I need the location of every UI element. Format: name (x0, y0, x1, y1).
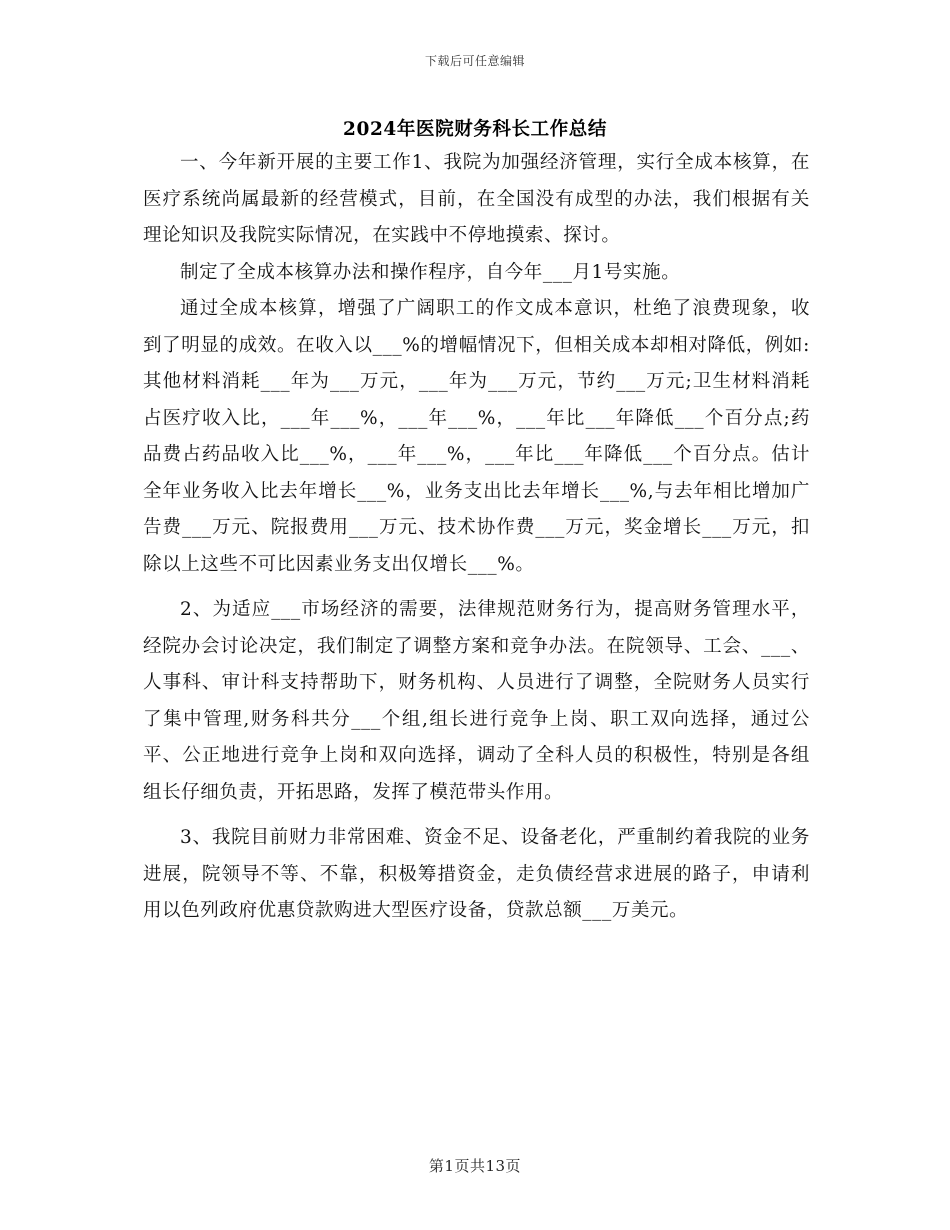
paragraph-finance-reform: 2、为适应___市场经济的需要，法律规范财务行为，提高财务管理水平，经院办会讨论决定，我们制定了调整方案和竞争办法。在院领导、工会、___、人事科、审计科支持帮助下，财务机构、人员进行了调整，全院财务人员实行了集中管理,财务科共分___个组,组长进行竞争上岗、职工双向选择，通过公平、公正地进行竞争上岗和双向选择，调动了全科人员的积极性，特别是各组组长仔细负责，开拓思路，发挥了模范带头作用。 (143, 599, 810, 803)
paragraph-funding: 3、我院目前财力非常困难、资金不足、设备老化，严重制约着我院的业务进展，院领导不等、不靠，积极筹措资金，走负债经营求进展的路子，申请利用以色列政府优惠贷款购进大型医疗设备，贷款总额___万美元。 (143, 827, 810, 921)
page-header-note: 下载后可任意编辑 (424, 54, 525, 68)
paragraph-cost-accounting: 通过全成本核算，增强了广阔职工的作文成本意识，杜绝了浪费现象，收到了明显的成效。在收入以___%的增幅情况下，但相关成本却相对降低，例如:其他材料消耗___年为___万元，___年为___万元，节约___万元;卫生材料消耗占医疗收入比，___年___%，___年___%，___年比___年降低___个百分点;药品费占药品收入比___%，___年___%，___年比___年降低___个百分点。估计全年业务收入比去年增长___%，业务支出比去年增长___%,与去年相比增加广告费___万元、院报费用___万元、技术协作费___万元，奖金增长___万元，扣除以上这些不可比因素业务支出仅增长___%。 (143, 298, 810, 575)
paragraph-intro: 一、今年新开展的主要工作1、我院为加强经济管理，实行全成本核算，在医疗系统尚属最新的经营模式，目前，在全国没有成型的办法，我们根据有关理论知识及我院实际情况，在实践中不停地摸索、探讨。 (143, 152, 810, 246)
document-title: 2024年医院财务科长工作总结 (343, 119, 607, 140)
page-number: 第1页共13页 (428, 1157, 522, 1175)
paragraph-procedure: 制定了全成本核算办法和操作程序，自今年___月1号实施。 (180, 261, 681, 283)
document-body (143, 145, 810, 930)
